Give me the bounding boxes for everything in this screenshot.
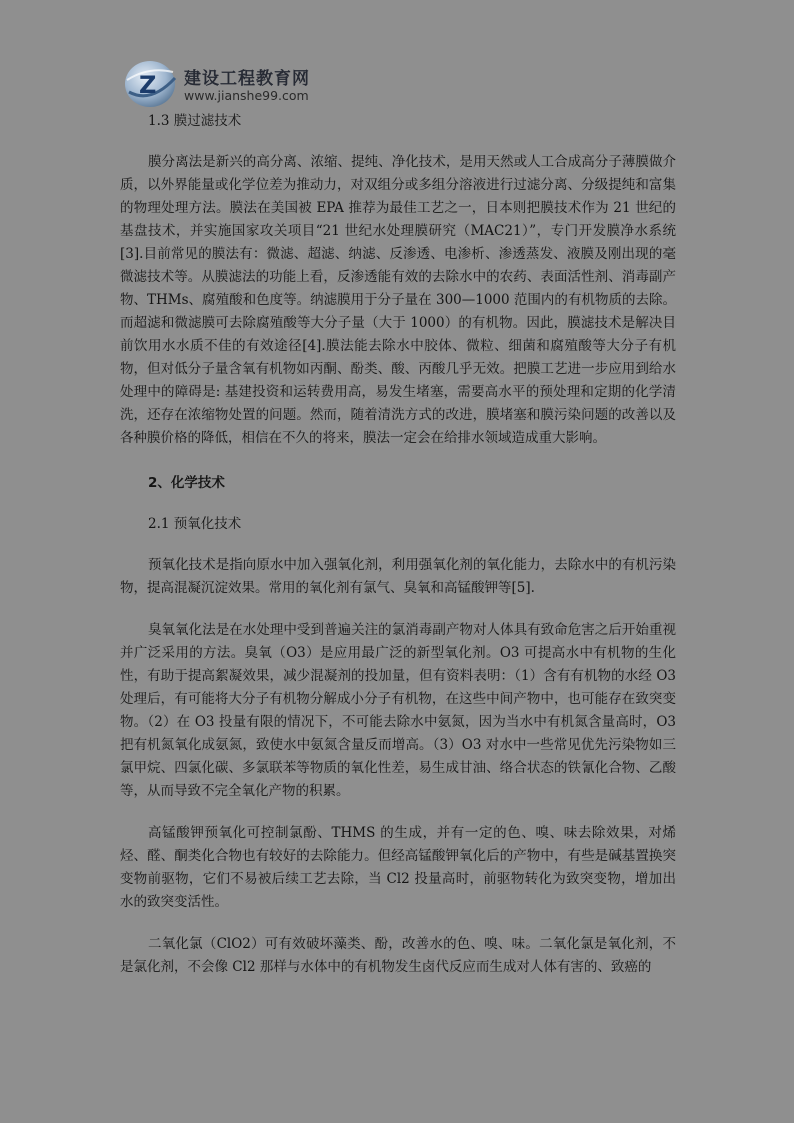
svg-text:Z: Z bbox=[139, 71, 157, 99]
section-2-title: 2、化学技术 bbox=[148, 475, 225, 491]
section-2-1-paragraph-2: 臭氧氧化法是在水处理中受到普遍关注的氯消毒副产物对人体具有致命危害之后开始重视并广泛采用的方法。臭氧（O3）是应用最广泛的新型氧化剂。O3 可提高水中有机物的生化性，有助于提高絮凝效果，减少混凝剂的投加量，但有资料表明：（1）含有有机物的水经 O3 处理后，有可能将大分子有机物分解成小分子有机物，在这些中间产物中，也可能存在致突变物。（2）在 O3 投量有限的情况下，不可能去除水中氨氮，因为当水中有机氮含量高时，O3 把有机氮氧化成氨氮，致使水中氨氮含量反而增高。（3）O3 对水中一些常见优先污染物如三氯甲烷、四氯化碳、多氯联苯等物质的氧化性差，易生成甘油、络合状态的铁氰化合物、乙酸等，从而导致不完全氧化产物的积累。 bbox=[120, 622, 676, 799]
section-2-1-title: 2.1 预氧化技术 bbox=[148, 516, 242, 532]
section-2-1-paragraph-3: 高锰酸钾预氧化可控制氯酚、THMS 的生成，并有一定的色、嗅、味去除效果，对烯烃、醛、酮类化合物也有较好的去除能力。但经高锰酸钾氧化后的产物中，有些是碱基置换突变物前驱物，它们不易被后续工艺去除，当 Cl2 投量高时，前驱物转化为致突变物，增加出水的致突变活性。 bbox=[120, 825, 676, 910]
section-2-1-paragraph-1: 预氧化技术是指向原水中加入强氧化剂，利用强氧化剂的氧化能力，去除水中的有机污染物，提高混凝沉淀效果。常用的氧化剂有氯气、臭氧和高锰酸钾等[5]. bbox=[120, 557, 676, 596]
logo-title: 建设工程教育网 bbox=[184, 69, 310, 89]
document-body bbox=[120, 110, 676, 979]
section-2-1-paragraph-4: 二氧化氯（ClO2）可有效破坏藻类、酚，改善水的色、嗅、味。二氧化氯是氧化剂，不是氯化剂，不会像 Cl2 那样与水体中的有机物发生卤代反应而生成对人体有害的、致癌的 bbox=[120, 936, 676, 975]
section-1-3-title: 1.3 膜过滤技术 bbox=[148, 113, 242, 129]
globe-logo-icon bbox=[123, 58, 179, 110]
site-logo[interactable] bbox=[123, 58, 353, 110]
logo-url[interactable]: www.jianshe99.com bbox=[184, 88, 309, 103]
section-1-3-paragraph: 膜分离法是新兴的高分离、浓缩、提纯、净化技术，是用天然或人工合成高分子薄膜做介质，以外界能量或化学位差为推动力，对双组分或多组分溶液进行过滤分离、分级提纯和富集的物理处理方法。膜法在美国被 EPA 推荐为最佳工艺之一，日本则把膜技术作为 21 世纪的基盘技术，并实施国家攻关项目“21 世纪水处理膜研究（MAC21）”，专门开发膜净水系统[3].目前常见的膜法有：微滤、超滤、纳滤、反渗透、电渗析、渗透蒸发、液膜及刚出现的毫微滤技术等。从膜滤法的功能上看，反渗透能有效的去除水中的农药、表面活性剂、消毒副产物、THMs、腐殖酸和色度等。纳滤膜用于分子量在 300—1000 范围内的有机物质的去除。而超滤和微滤膜可去除腐殖酸等大分子量（大于 1000）的有机物。因此，膜滤技术是解决目前饮用水水质不佳的有效途径[4].膜法能去除水中胶体、微粒、细菌和腐殖酸等大分子有机物，但对低分子量含氧有机物如丙酮、酚类、酸、丙酸几乎无效。把膜工艺进一步应用到给水处理中的障碍是: 基建投资和运转费用高，易发生堵塞，需要高水平的预处理和定期的化学清洗，还存在浓缩物处置的问题。然而，随着清洗方式的改进，膜堵塞和膜污染问题的改善以及各种膜价格的降低，相信在不久的将来，膜法一定会在给排水领域造成重大影响。 bbox=[120, 154, 676, 446]
